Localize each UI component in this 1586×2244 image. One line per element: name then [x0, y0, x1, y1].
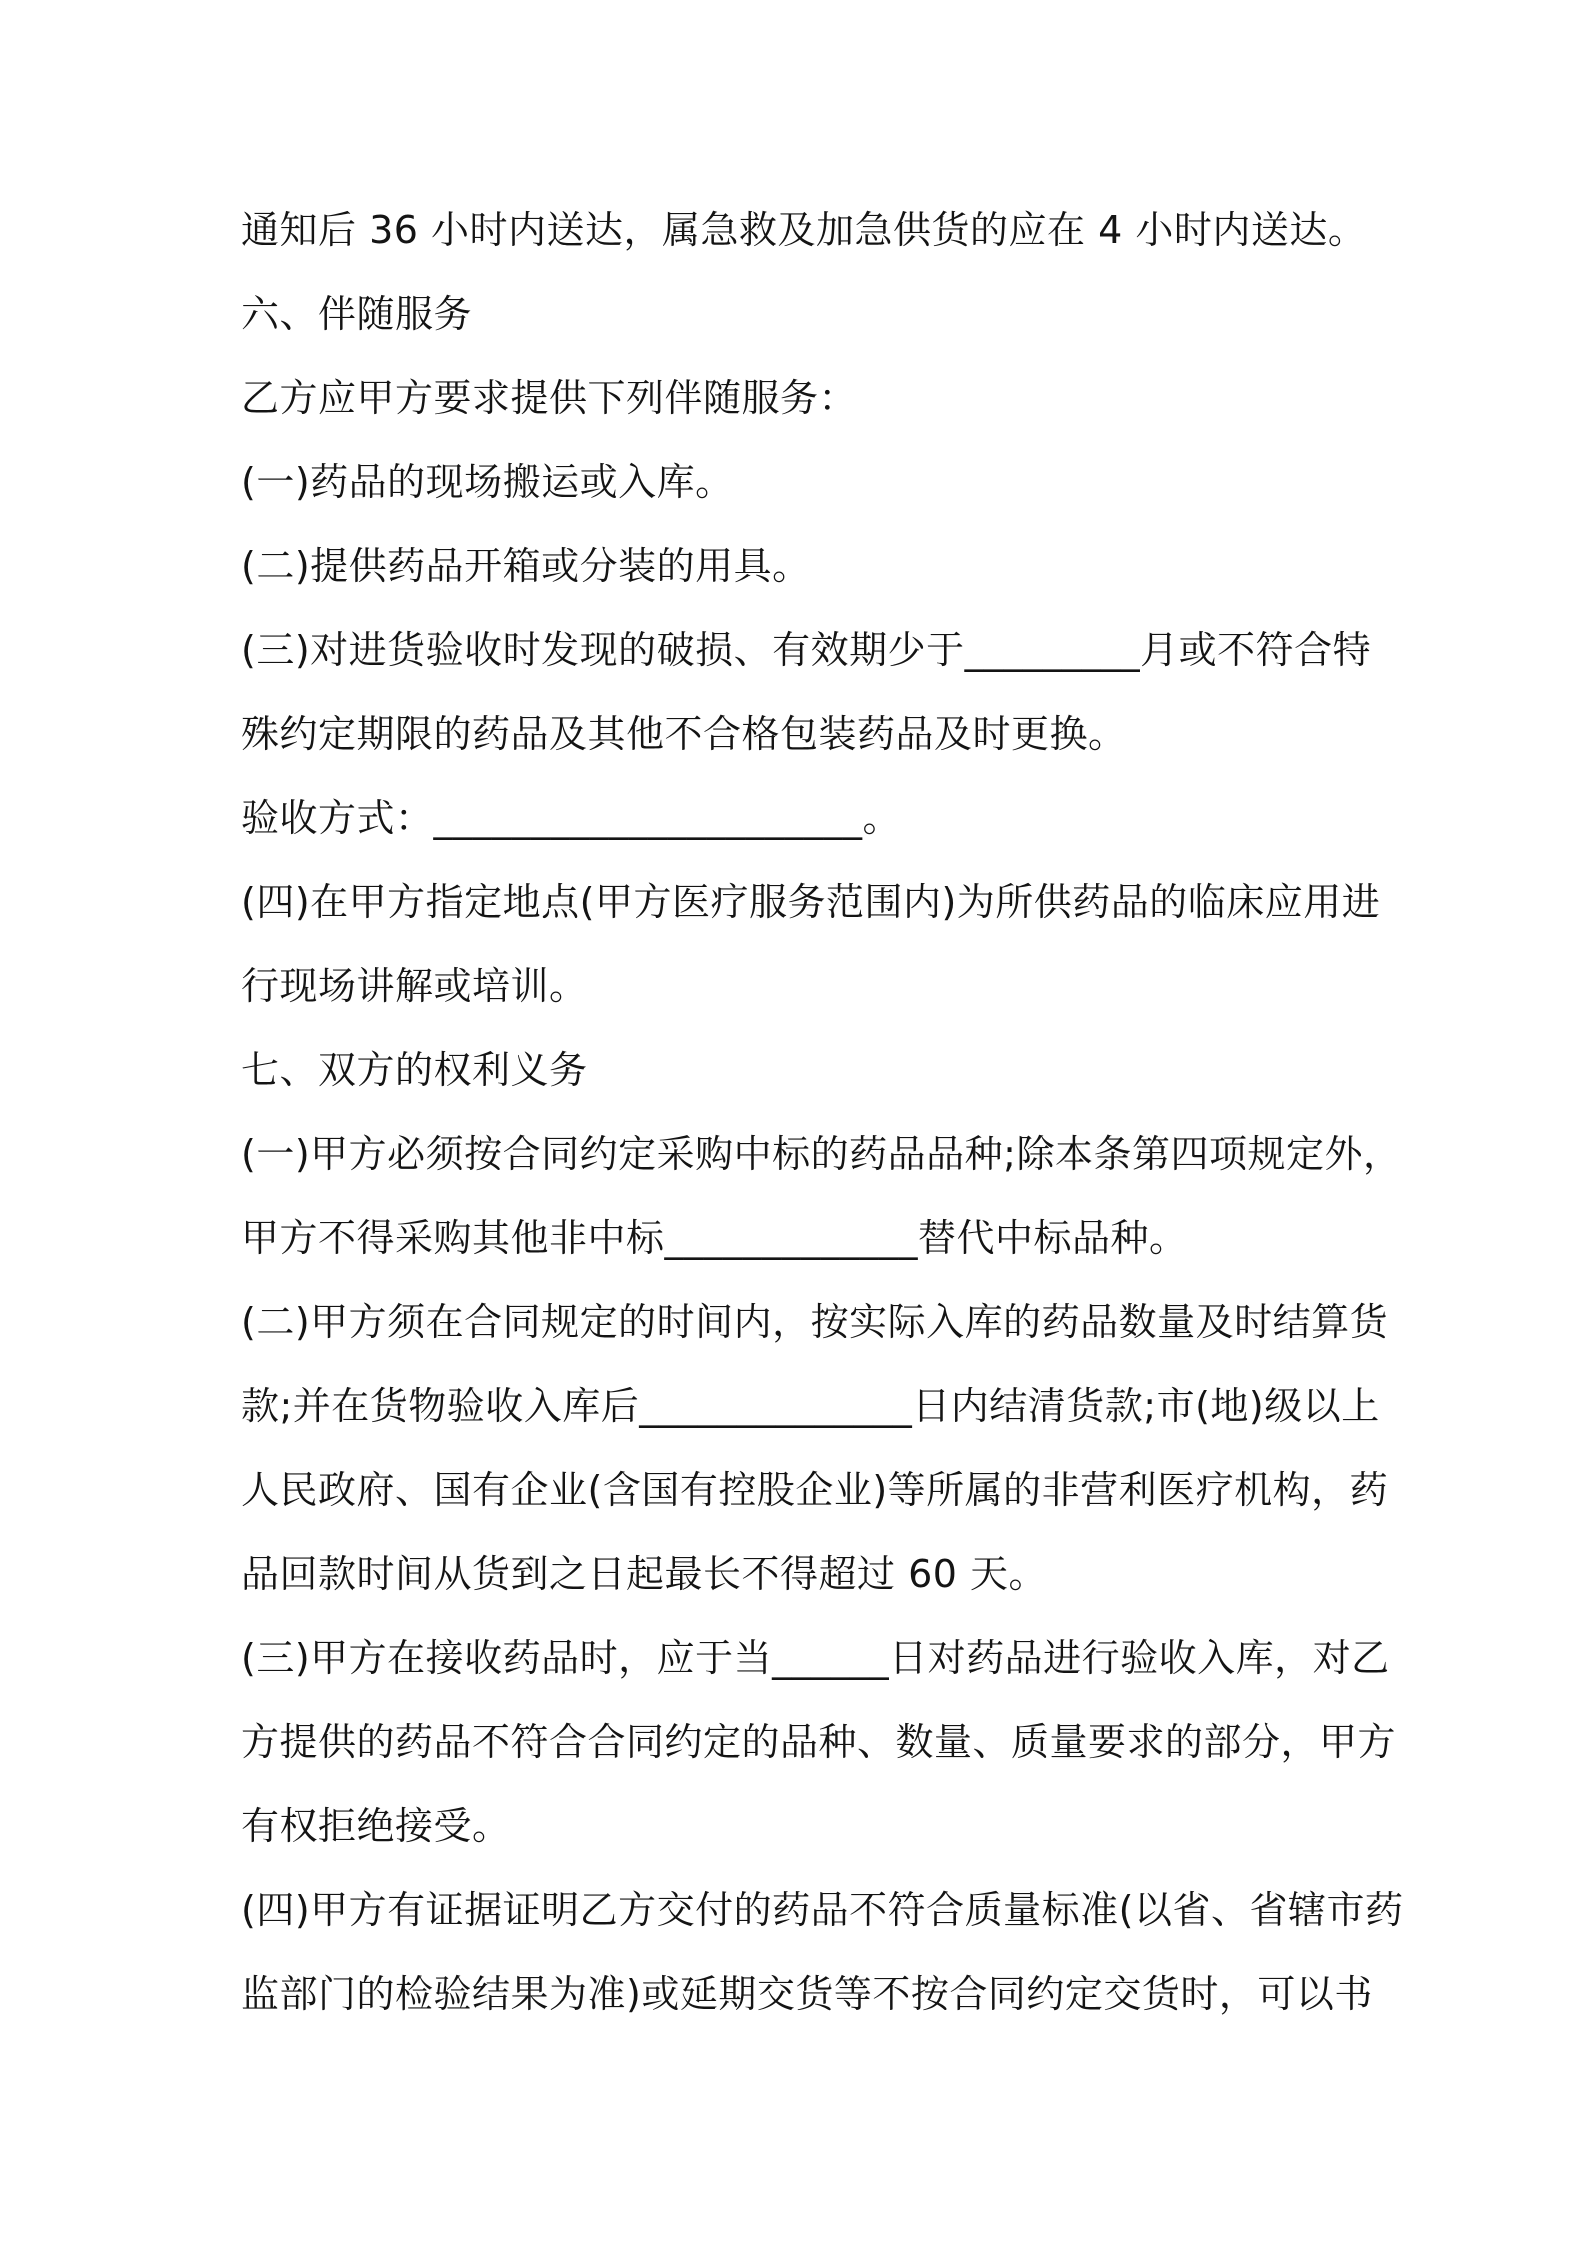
text-line: 监部门的检验结果为准)或延期交货等不按合同约定交货时，可以书 [241, 1972, 1373, 2016]
text-line: 品回款时间从货到之日起最长不得超过 60 天。 [241, 1552, 1048, 1596]
list-item: (四)在甲方指定地点(甲方医疗服务范围内)为所供药品的临床应用进 [241, 880, 1381, 924]
section-heading: 七、双方的权利义务 [241, 1048, 588, 1092]
list-item: (三)对进货验收时发现的破损、有效期少于_________月或不符合特 [241, 628, 1372, 672]
list-item: (四)甲方有证据证明乙方交付的药品不符合质量标准(以省、省辖市药 [241, 1888, 1404, 1932]
text-line: 有权拒绝接受。 [241, 1804, 511, 1848]
text-line: 通知后 36 小时内送达，属急救及加急供货的应在 4 小时内送达。 [241, 208, 1367, 252]
text-line: 款;并在货物验收入库后______________日内结清货款;市(地)级以上 [241, 1384, 1380, 1428]
list-item: (二)甲方须在合同规定的时间内，按实际入库的药品数量及时结算货 [241, 1300, 1389, 1344]
list-item: (一)药品的现场搬运或入库。 [241, 460, 734, 504]
text-line: 方提供的药品不符合合同约定的品种、数量、质量要求的部分，甲方 [241, 1720, 1397, 1764]
text-line: 乙方应甲方要求提供下列伴随服务： [241, 376, 858, 420]
text-line: 殊约定期限的药品及其他不合格包装药品及时更换。 [241, 712, 1127, 756]
text-line: 甲方不得采购其他非中标_____________替代中标品种。 [241, 1216, 1188, 1260]
list-item: (二)提供药品开箱或分装的用具。 [241, 544, 811, 588]
list-item: (三)甲方在接收药品时，应于当______日对药品进行验收入库，对乙 [241, 1636, 1390, 1680]
list-item: (一)甲方必须按合同约定采购中标的药品品种;除本条第四项规定外， [241, 1132, 1402, 1176]
text-line: 人民政府、国有企业(含国有控股企业)等所属的非营利医疗机构，药 [241, 1468, 1389, 1512]
section-heading: 六、伴随服务 [241, 292, 473, 336]
text-line: 行现场讲解或培训。 [241, 964, 588, 1008]
text-line: 验收方式：______________________。 [241, 796, 902, 840]
